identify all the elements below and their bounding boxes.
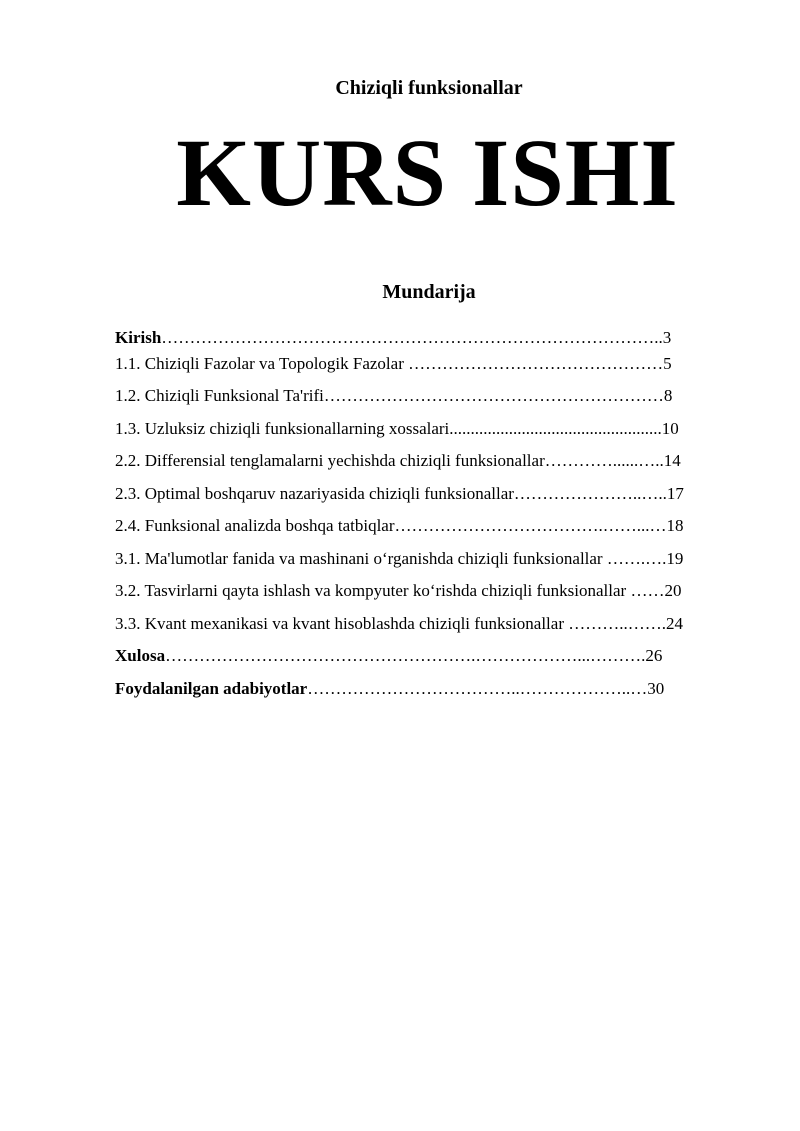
- toc-entry-page: 24: [665, 614, 683, 633]
- toc-entry-leader: ………………………………..………………..…: [307, 679, 648, 698]
- toc-entry-leader: ………………………………………: [408, 354, 664, 373]
- toc-entry-leader: ……………………………….……...…: [394, 516, 667, 535]
- toc-entry-page: 20: [664, 581, 682, 600]
- toc-entry-2-4[interactable]: [115, 515, 684, 537]
- toc-heading: Mundarija: [382, 281, 476, 303]
- toc-entry-label: 1.1. Chiziqli Fazolar va Topologik Fazolar: [115, 354, 409, 373]
- toc-entry-page: 10: [661, 419, 679, 438]
- toc-entry-2-3[interactable]: [115, 483, 684, 505]
- toc-entry-label: Foydalanilgan adabiyotlar: [115, 679, 308, 698]
- toc-entry-3-3[interactable]: [115, 613, 683, 635]
- toc-entry-page: 3: [662, 328, 672, 347]
- toc-entry-leader: …….….: [606, 549, 667, 568]
- toc-entry-page: 18: [666, 516, 684, 535]
- toc-entry-adabiyotlar[interactable]: [115, 678, 664, 700]
- toc-entry-1-2[interactable]: [115, 385, 672, 407]
- toc-entry-label: 2.3. Optimal boshqaruv nazariyasida chiziqli funksionallar: [115, 484, 514, 503]
- toc-entry-label: 1.2. Chiziqli Funksional Ta'rifi: [115, 386, 324, 405]
- toc-entry-page: 26: [645, 646, 663, 665]
- toc-entry-1-3[interactable]: [115, 418, 679, 440]
- toc-entry-label: Xulosa: [115, 646, 166, 665]
- toc-entry-xulosa[interactable]: [115, 645, 662, 667]
- toc-entry-kirish[interactable]: [115, 327, 671, 349]
- toc-entry-3-1[interactable]: [115, 548, 683, 570]
- toc-entry-leader: ……………………………………………….………………...……….: [165, 646, 646, 665]
- toc-entry-leader: …………......…..: [544, 451, 664, 470]
- toc-entry-page: 8: [663, 386, 673, 405]
- toc-entry-page: 5: [663, 354, 672, 373]
- toc-entry-leader: ……: [630, 581, 665, 600]
- document-title: KURS ISHI: [176, 119, 679, 226]
- toc-entry-3-2[interactable]: [115, 580, 681, 602]
- toc-entry-page: 14: [663, 451, 681, 470]
- document-subtitle: Chiziqli funksionallar: [335, 77, 523, 99]
- toc-entry-label: 3.3. Kvant mexanikasi va kvant hisoblashda chiziqli funksionallar: [115, 614, 569, 633]
- toc-entry-leader: ..................................................: [449, 419, 662, 438]
- toc-entry-page: 17: [666, 484, 684, 503]
- toc-entry-page: 30: [647, 679, 665, 698]
- toc-entry-leader: ……………………………………………………………………………..: [161, 328, 663, 347]
- toc-entry-label: 2.2. Differensial tenglamalarni yechishda chiziqli funksionallar: [115, 451, 545, 470]
- toc-entry-label: 1.3. Uzluksiz chiziqli funksionallarning xossalari: [115, 419, 450, 438]
- toc-entry-label: 3.1. Ma'lumotlar fanida va mashinani o‘rganishda chiziqli funksionallar: [115, 549, 607, 568]
- toc-entry-page: 19: [666, 549, 684, 568]
- toc-entry-leader: …………………..…..: [513, 484, 667, 503]
- toc-entry-label: Kirish: [115, 328, 162, 347]
- toc-entry-label: 2.4. Funksional analizda boshqa tatbiqlar: [115, 516, 395, 535]
- toc-entry-leader: ………..…….: [568, 614, 666, 633]
- toc-entry-1-1[interactable]: [115, 353, 672, 375]
- toc-entry-label: 3.2. Tasvirlarni qayta ishlash va kompyuter ko‘rishda chiziqli funksionallar: [115, 581, 631, 600]
- toc-entry-leader: ……………………………………………………: [323, 386, 664, 405]
- toc-entry-2-2[interactable]: [115, 450, 681, 472]
